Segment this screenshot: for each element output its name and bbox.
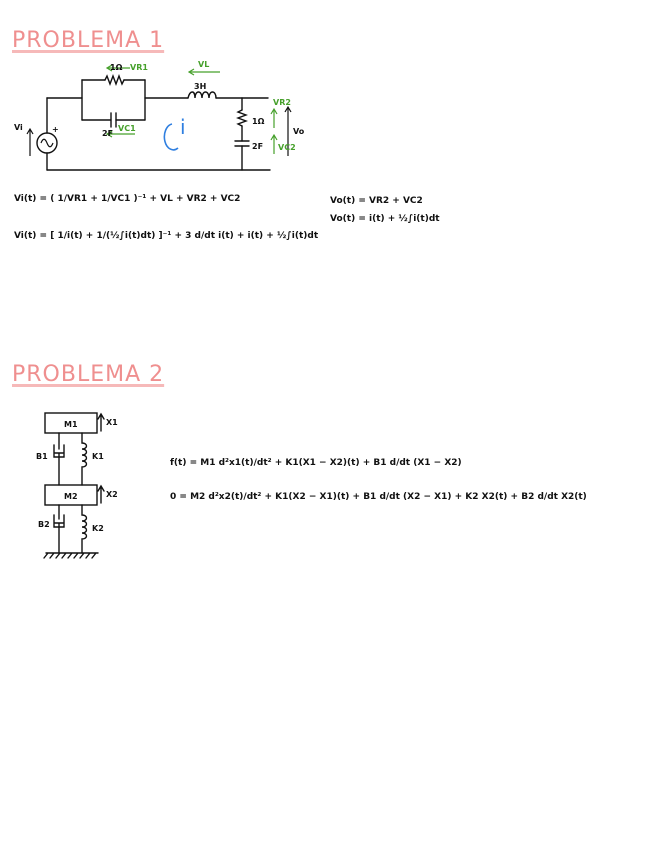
r1-label: 1Ω <box>110 63 123 72</box>
spring-k1 <box>82 433 87 485</box>
spring-k2 <box>82 505 87 553</box>
x2-label: X2 <box>106 490 118 499</box>
x1-label: X1 <box>106 418 118 427</box>
m1-label: M1 <box>64 420 78 429</box>
mass-spring-damper-diagram <box>30 405 120 565</box>
r2-resistor <box>238 110 246 126</box>
m2-label: M2 <box>64 492 78 501</box>
b1-label: B1 <box>36 452 48 461</box>
r2-label: 1Ω <box>252 117 265 126</box>
vc2-label: VC2 <box>278 143 296 152</box>
ac-source-wave <box>41 139 53 147</box>
p2-equation-1: f(t) = M1 d²x1(t)/dt² + K1(X1 − X2)(t) + B1 d/dt (X1 − X2) <box>170 458 462 468</box>
problema-1-heading: PROBLEMA 1 <box>12 28 165 53</box>
inductor-coil <box>188 92 216 98</box>
vc2-arrow <box>271 135 277 154</box>
damper-b1 <box>54 433 64 485</box>
x2-arrow <box>98 486 104 503</box>
c1-label: 2F <box>102 129 114 138</box>
rlc-circuit-diagram <box>10 58 310 178</box>
p1-equation-1: Vi(t) = ( 1/VR1 + 1/VC1 )⁻¹ + VL + VR2 + VC2 <box>14 194 241 204</box>
vi-arrow <box>27 129 33 156</box>
k1-label: K1 <box>92 452 104 461</box>
x1-arrow <box>98 414 104 431</box>
vr2-label: VR2 <box>273 98 291 107</box>
problema-2-heading: PROBLEMA 2 <box>12 362 165 387</box>
vl-arrow <box>189 69 220 75</box>
r1-resistor <box>105 76 124 84</box>
vo-label: Vo <box>293 127 305 136</box>
l-label: 3H <box>194 82 207 91</box>
p1-equation-4: Vo(t) = i(t) + ½∫i(t)dt <box>330 214 440 224</box>
damper-b2 <box>54 505 64 553</box>
ground-line <box>44 553 98 558</box>
b2-label: B2 <box>38 520 50 529</box>
vr1-label: VR1 <box>130 63 148 72</box>
vc1-label: VC1 <box>118 124 136 133</box>
plus-sign: + <box>52 125 59 134</box>
k2-label: K2 <box>92 524 104 533</box>
p2-equation-2: 0 = M2 d²x2(t)/dt² + K1(X2 − X1)(t) + B1 d/dt (X2 − X1) + K2 X2(t) + B2 d/dt X2(t) <box>170 492 587 502</box>
loop-current-arrow <box>164 124 178 150</box>
vl-label: VL <box>198 60 210 69</box>
loop-current-label: i <box>180 115 186 139</box>
c2-label: 2F <box>252 142 264 151</box>
vi-label: Vi <box>14 123 23 132</box>
p1-equation-3: Vo(t) = VR2 + VC2 <box>330 196 423 206</box>
vr2-arrow <box>271 109 277 128</box>
p1-equation-2: Vi(t) = [ 1/i(t) + 1/(½∫i(t)dt) ]⁻¹ + 3 d/dt i(t) + i(t) + ½∫i(t)dt <box>14 231 319 241</box>
